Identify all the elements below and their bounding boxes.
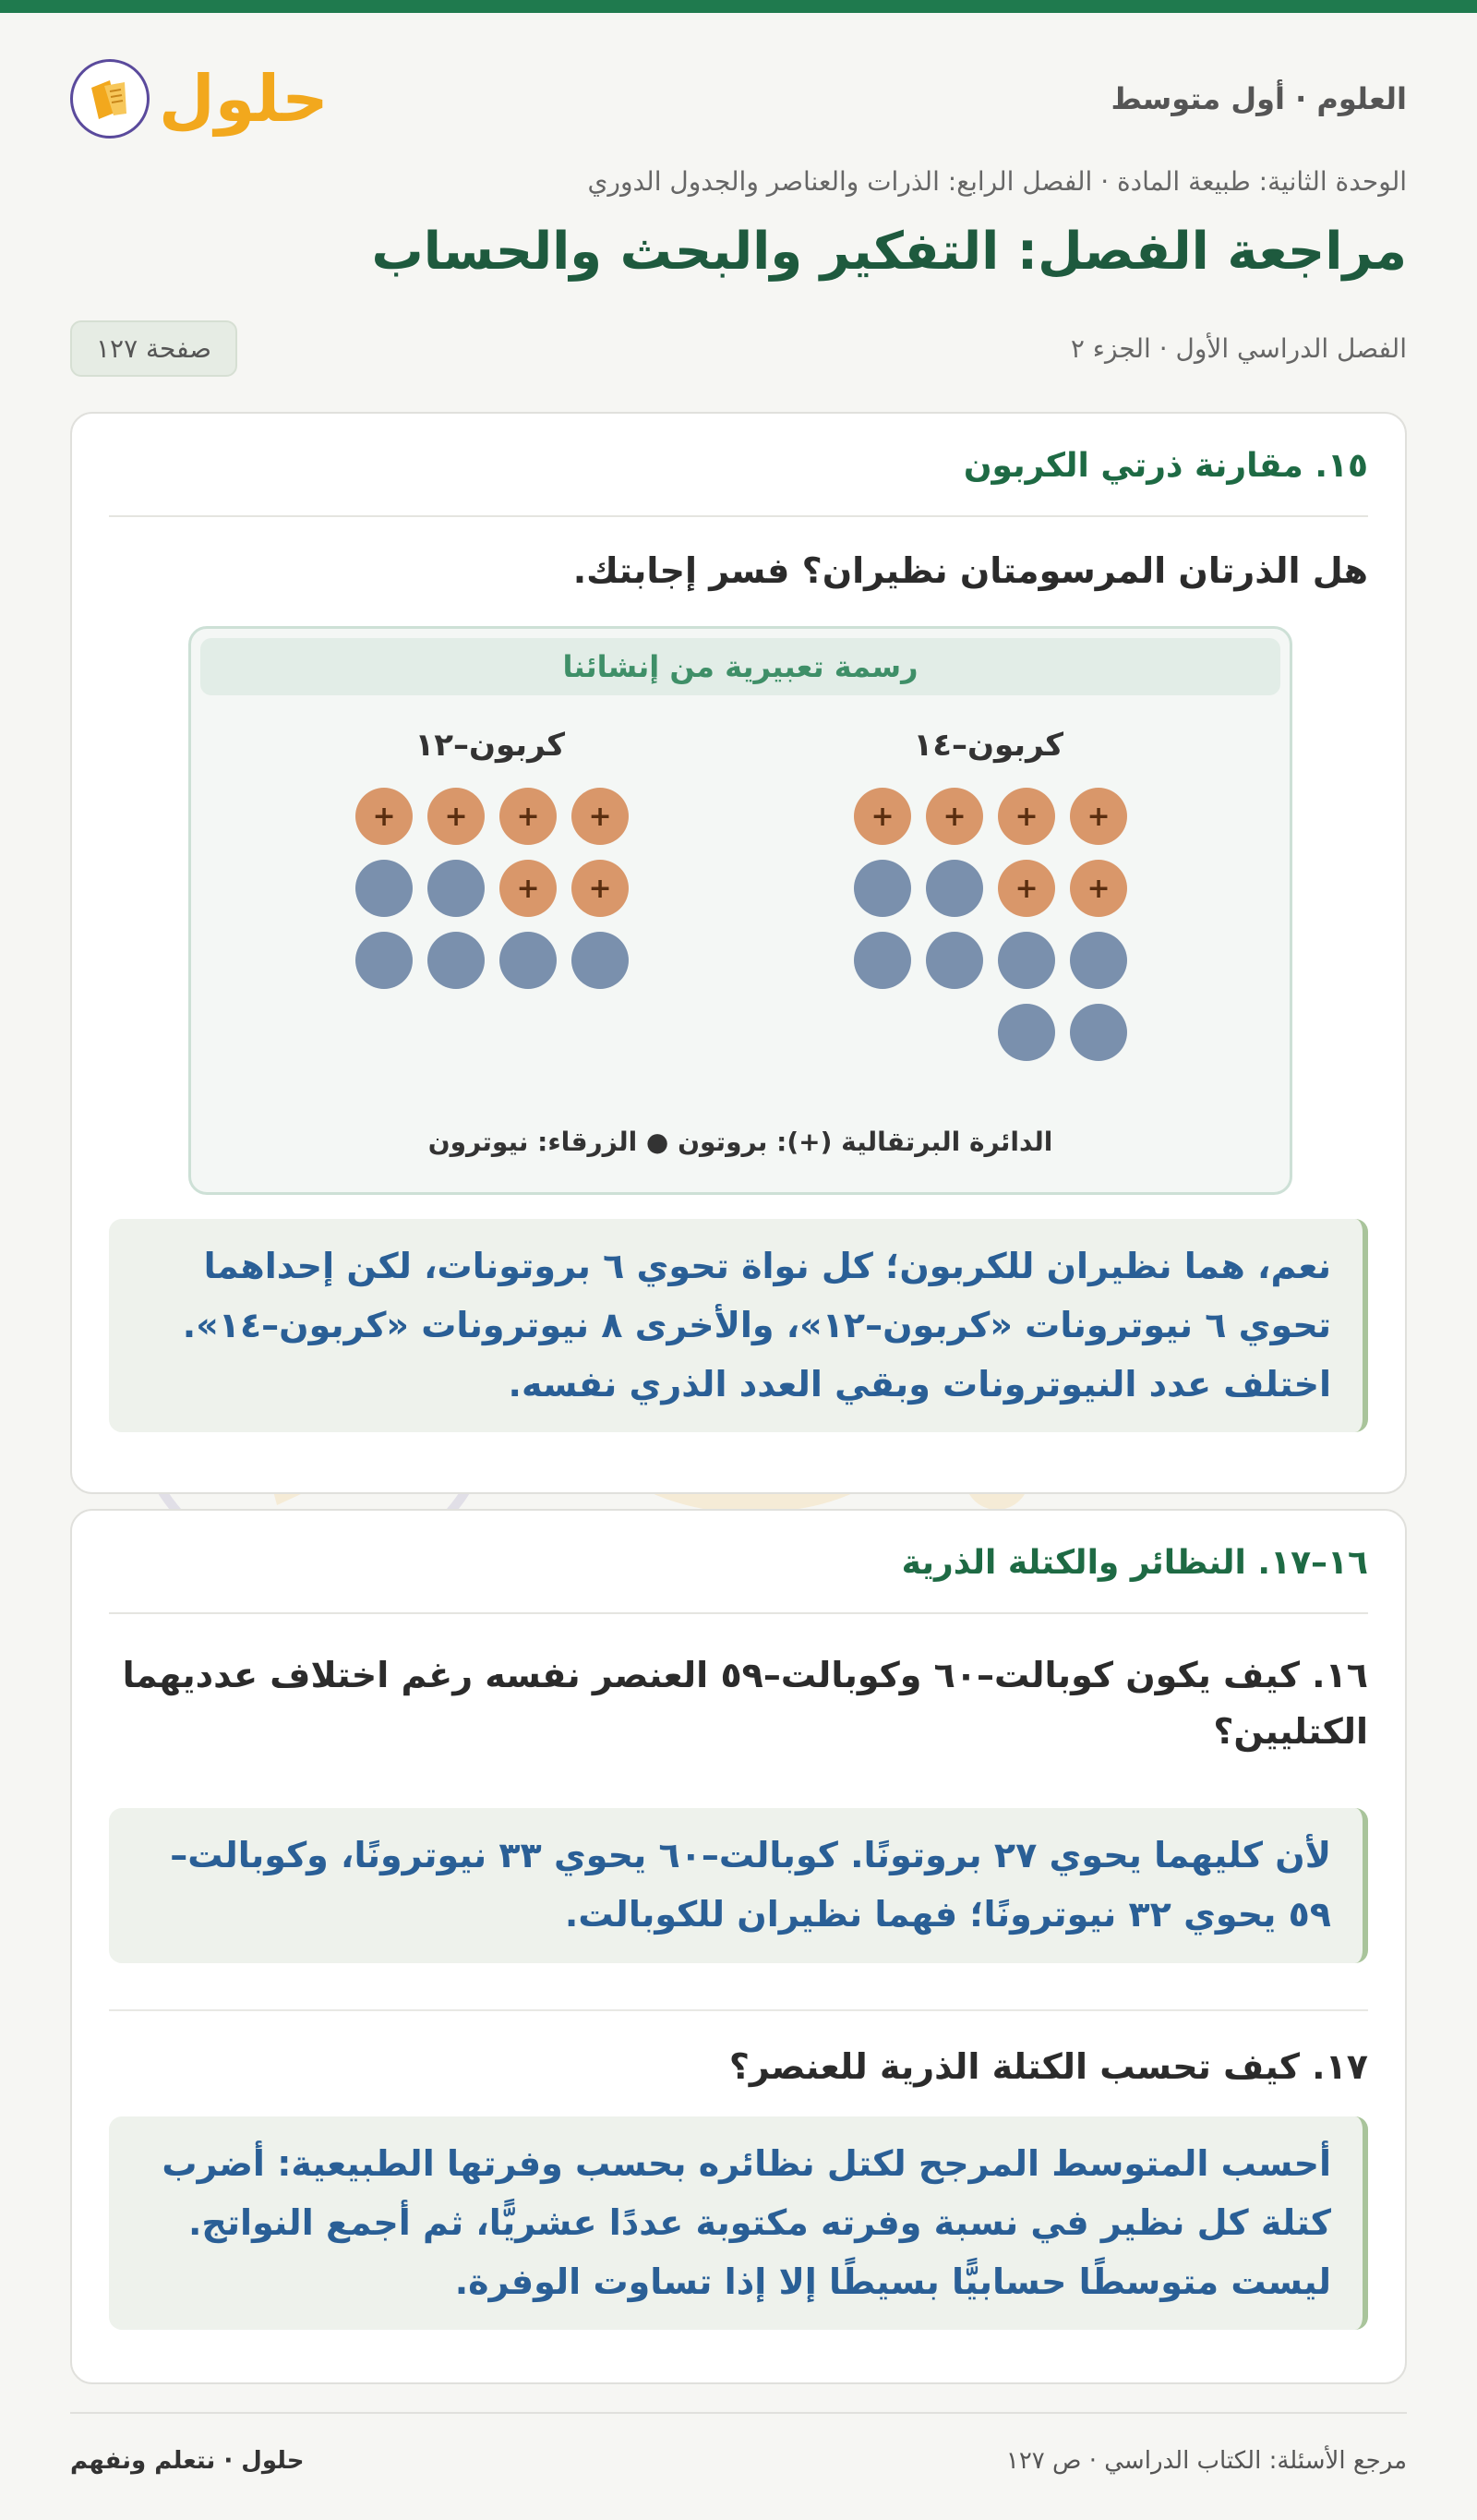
page-title: مراجعة الفصل: التفكير والبحث والحساب xyxy=(371,222,1407,282)
divider xyxy=(109,515,1368,517)
proton-dot: + xyxy=(926,788,983,845)
neutron-dot xyxy=(571,932,629,989)
neutron-dot xyxy=(926,860,983,917)
proton-dot: + xyxy=(355,788,413,845)
page-header xyxy=(70,48,1407,150)
footer-brand: حلول · نتعلم ونفهم xyxy=(70,2447,305,2475)
neutron-dot xyxy=(1070,932,1127,989)
neutron-dot xyxy=(427,860,485,917)
footer-divider xyxy=(70,2412,1407,2414)
page-footer xyxy=(70,2447,1407,2475)
proton-dot: + xyxy=(571,860,629,917)
card-title: ١٦–١٧. النظائر والكتلة الذرية xyxy=(901,1544,1368,1582)
proton-dot: + xyxy=(499,860,557,917)
answer-16-box: لأن كليهما يحوي ٢٧ بروتونًا. كوبالت–٦٠ يحوي ٣٣ نيوترونًا، وكوبالت–٥٩ يحوي ٣٢ نيوترونًا؛ فهما نظيران للكوبالت. xyxy=(109,1808,1368,1963)
illustration-legend: الدائرة البرتقالية (+): بروتون ● الزرقاء: نيوترون xyxy=(427,1127,1053,1157)
proton-dot: + xyxy=(1070,788,1127,845)
proton-dot: + xyxy=(571,788,629,845)
question-card-15 xyxy=(70,412,1407,1494)
proton-dot: + xyxy=(998,788,1055,845)
question-16-text: ١٦. كيف يكون كوبالت–٦٠ وكوبالت–٥٩ العنصر نفسه رغم اختلاف عدديهما الكتليين؟ xyxy=(122,1655,1368,1752)
neutron-dot xyxy=(1070,1004,1127,1061)
answer-box: نعم، هما نظيران للكربون؛ كل نواة تحوي ٦ بروتونات، لكن إحداهما تحوي ٦ نيوترونات «كربون–١٢»، والأخرى ٨ نيوترونات «كربون–١٤». اختلف عدد النيوترونات وبقي العدد الذري نفسه. xyxy=(109,1219,1368,1432)
question-card-16-17 xyxy=(70,1509,1407,2384)
neutron-dot xyxy=(854,932,911,989)
proton-dot: + xyxy=(1070,860,1127,917)
meta-row xyxy=(70,318,1407,379)
logo-wordmark: حلول xyxy=(159,61,329,137)
divider xyxy=(109,2009,1368,2011)
neutron-dot xyxy=(355,932,413,989)
question-17-text: ١٧. كيف تحسب الكتلة الذرية للعنصر؟ xyxy=(728,2046,1368,2087)
atom-name-carbon-12: كربون–١٢ xyxy=(414,727,565,764)
term-label: الفصل الدراسي الأول · الجزء ٢ xyxy=(1070,332,1407,364)
top-accent-bar xyxy=(0,0,1477,13)
card-title: ١٥. مقارنة ذرتي الكربون xyxy=(963,447,1368,485)
brand-logo[interactable] xyxy=(70,59,329,139)
proton-dot: + xyxy=(499,788,557,845)
atom-name-carbon-14: كربون–١٤ xyxy=(913,727,1063,764)
neutron-dot xyxy=(998,932,1055,989)
proton-dot: + xyxy=(427,788,485,845)
neutron-dot xyxy=(854,860,911,917)
neutron-dot xyxy=(998,1004,1055,1061)
breadcrumb: الوحدة الثانية: طبيعة المادة · الفصل الرابع: الذرات والعناصر والجدول الدوري xyxy=(587,166,1407,197)
carbon-atoms-illustration xyxy=(188,626,1292,1195)
neutron-dot xyxy=(427,932,485,989)
proton-dot: + xyxy=(998,860,1055,917)
subject-label: العلوم · أول متوسط xyxy=(1111,81,1407,116)
answer-17-box: أحسب المتوسط المرجح لكتل نظائره بحسب وفرتها الطبيعية: أضرب كتلة كل نظير في نسبة وفرته مكتوبة عددًا عشريًّا، ثم أجمع النواتج. ليست متوسطًا حسابيًّا بسيطًا إلا إذا تساوت الوفرة. xyxy=(109,2116,1368,2330)
divider xyxy=(109,1612,1368,1614)
footer-reference: مرجع الأسئلة: الكتاب الدراسي · ص ١٢٧ xyxy=(1005,2447,1407,2475)
neutron-dot xyxy=(499,932,557,989)
question-text: هل الذرتان المرسومتان نظيران؟ فسر إجابتك. xyxy=(572,550,1368,591)
page-number-badge: صفحة ١٢٧ xyxy=(70,320,237,377)
neutron-dot xyxy=(926,932,983,989)
neutron-dot xyxy=(355,860,413,917)
book-icon xyxy=(70,59,150,139)
proton-dot: + xyxy=(854,788,911,845)
illustration-label: رسمة تعبيرية من إنشائنا xyxy=(200,638,1280,695)
